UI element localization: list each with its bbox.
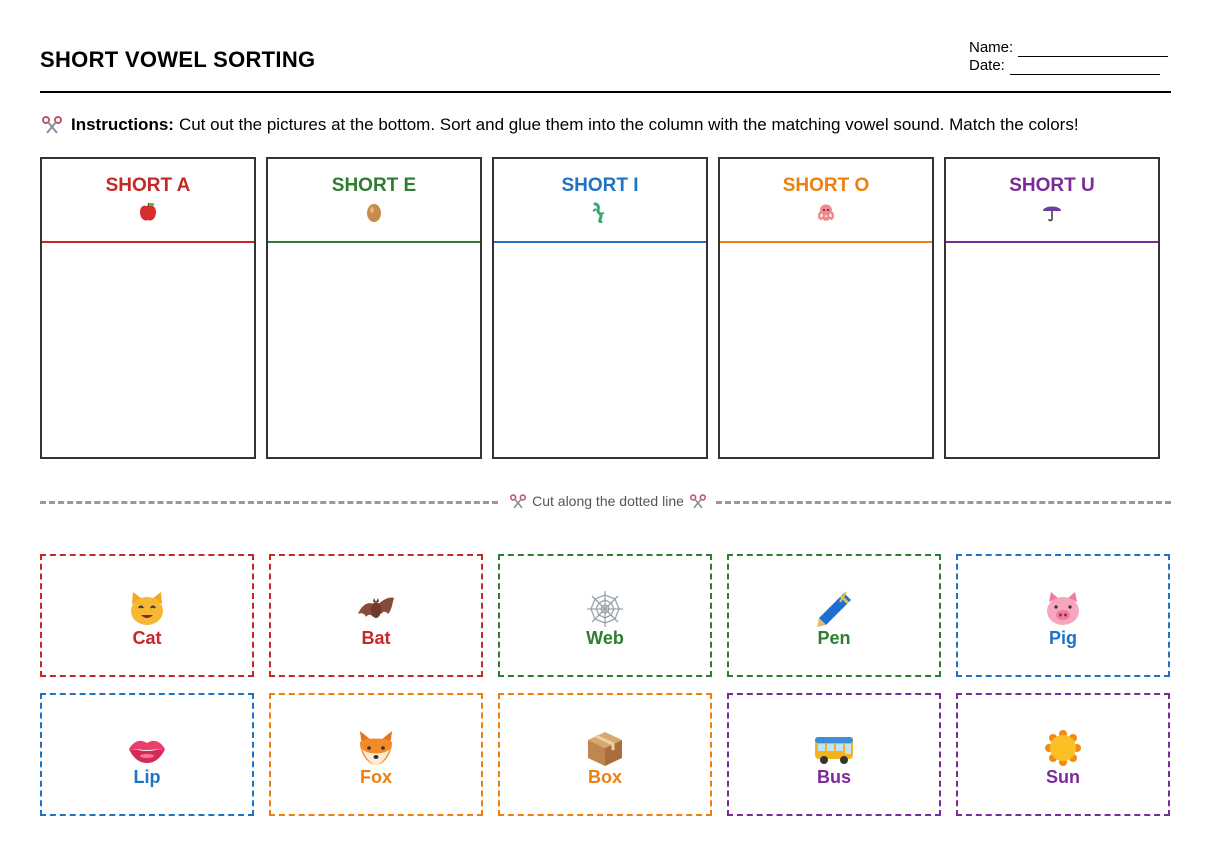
pen-icon	[814, 588, 854, 628]
lips-icon	[127, 727, 167, 767]
card-lip[interactable]	[40, 693, 254, 816]
date-row	[969, 57, 1168, 75]
box-icon	[585, 727, 625, 767]
column-title: SHORT E	[331, 175, 417, 196]
scissors-icon	[42, 116, 62, 134]
column-title: SHORT A	[105, 175, 191, 196]
scissors-icon	[510, 494, 526, 509]
column-short-e	[266, 157, 482, 459]
card-label: Sun	[1046, 767, 1080, 787]
web-icon	[585, 588, 625, 628]
octopus-icon	[720, 201, 932, 223]
card-pen[interactable]	[727, 554, 941, 677]
cut-line	[40, 493, 1171, 513]
pig-icon	[1043, 588, 1083, 628]
card-fox[interactable]	[269, 693, 483, 816]
column-short-i	[492, 157, 708, 459]
instructions	[42, 115, 1079, 135]
date-field[interactable]	[1010, 61, 1160, 75]
sun-icon	[1043, 727, 1083, 767]
picture-cards	[40, 554, 1170, 816]
name-field[interactable]	[1018, 43, 1168, 57]
card-bus[interactable]	[727, 693, 941, 816]
column-title: SHORT I	[561, 175, 639, 196]
card-cat[interactable]	[40, 554, 254, 677]
scissors-icon	[690, 494, 706, 509]
card-pig[interactable]	[956, 554, 1170, 677]
column-short-o	[718, 157, 934, 459]
cut-label-text: Cut along the dotted line	[532, 493, 684, 509]
card-label: Fox	[359, 767, 392, 787]
lizard-icon	[494, 201, 706, 223]
name-label: Name:	[969, 39, 1014, 56]
date-label: Date:	[969, 57, 1005, 74]
column-title: SHORT O	[782, 175, 870, 196]
card-box[interactable]	[498, 693, 712, 816]
bus-icon	[814, 727, 854, 767]
card-label: Box	[587, 767, 622, 787]
column-short-u	[944, 157, 1160, 459]
instructions-bold: Instructions:	[71, 115, 174, 134]
name-row	[969, 39, 1168, 57]
card-label: Pen	[817, 628, 851, 648]
column-title: SHORT U	[1009, 175, 1095, 196]
name-date-block	[969, 39, 1168, 75]
card-label: Web	[586, 628, 624, 648]
umbrella-icon	[946, 201, 1158, 223]
bat-icon	[356, 588, 396, 628]
egg-icon	[268, 201, 480, 223]
apple-icon	[42, 201, 254, 223]
page-title: SHORT VOWEL SORTING	[40, 47, 316, 72]
card-label: Cat	[132, 628, 162, 648]
card-label: Bat	[361, 628, 391, 648]
card-label: Pig	[1048, 628, 1077, 648]
instructions-text: Cut out the pictures at the bottom. Sort and glue them into the column with the matching vowel sound. Match the colors!	[178, 115, 1079, 134]
card-label: Lip	[133, 767, 161, 787]
card-bat[interactable]	[269, 554, 483, 677]
card-sun[interactable]	[956, 693, 1170, 816]
cat-icon	[127, 588, 167, 628]
cut-label	[498, 493, 718, 509]
header-divider	[40, 91, 1171, 93]
card-label: Bus	[816, 767, 851, 787]
fox-icon	[356, 727, 396, 767]
card-web[interactable]	[498, 554, 712, 677]
column-short-a	[40, 157, 256, 459]
sorting-columns	[40, 157, 1160, 459]
